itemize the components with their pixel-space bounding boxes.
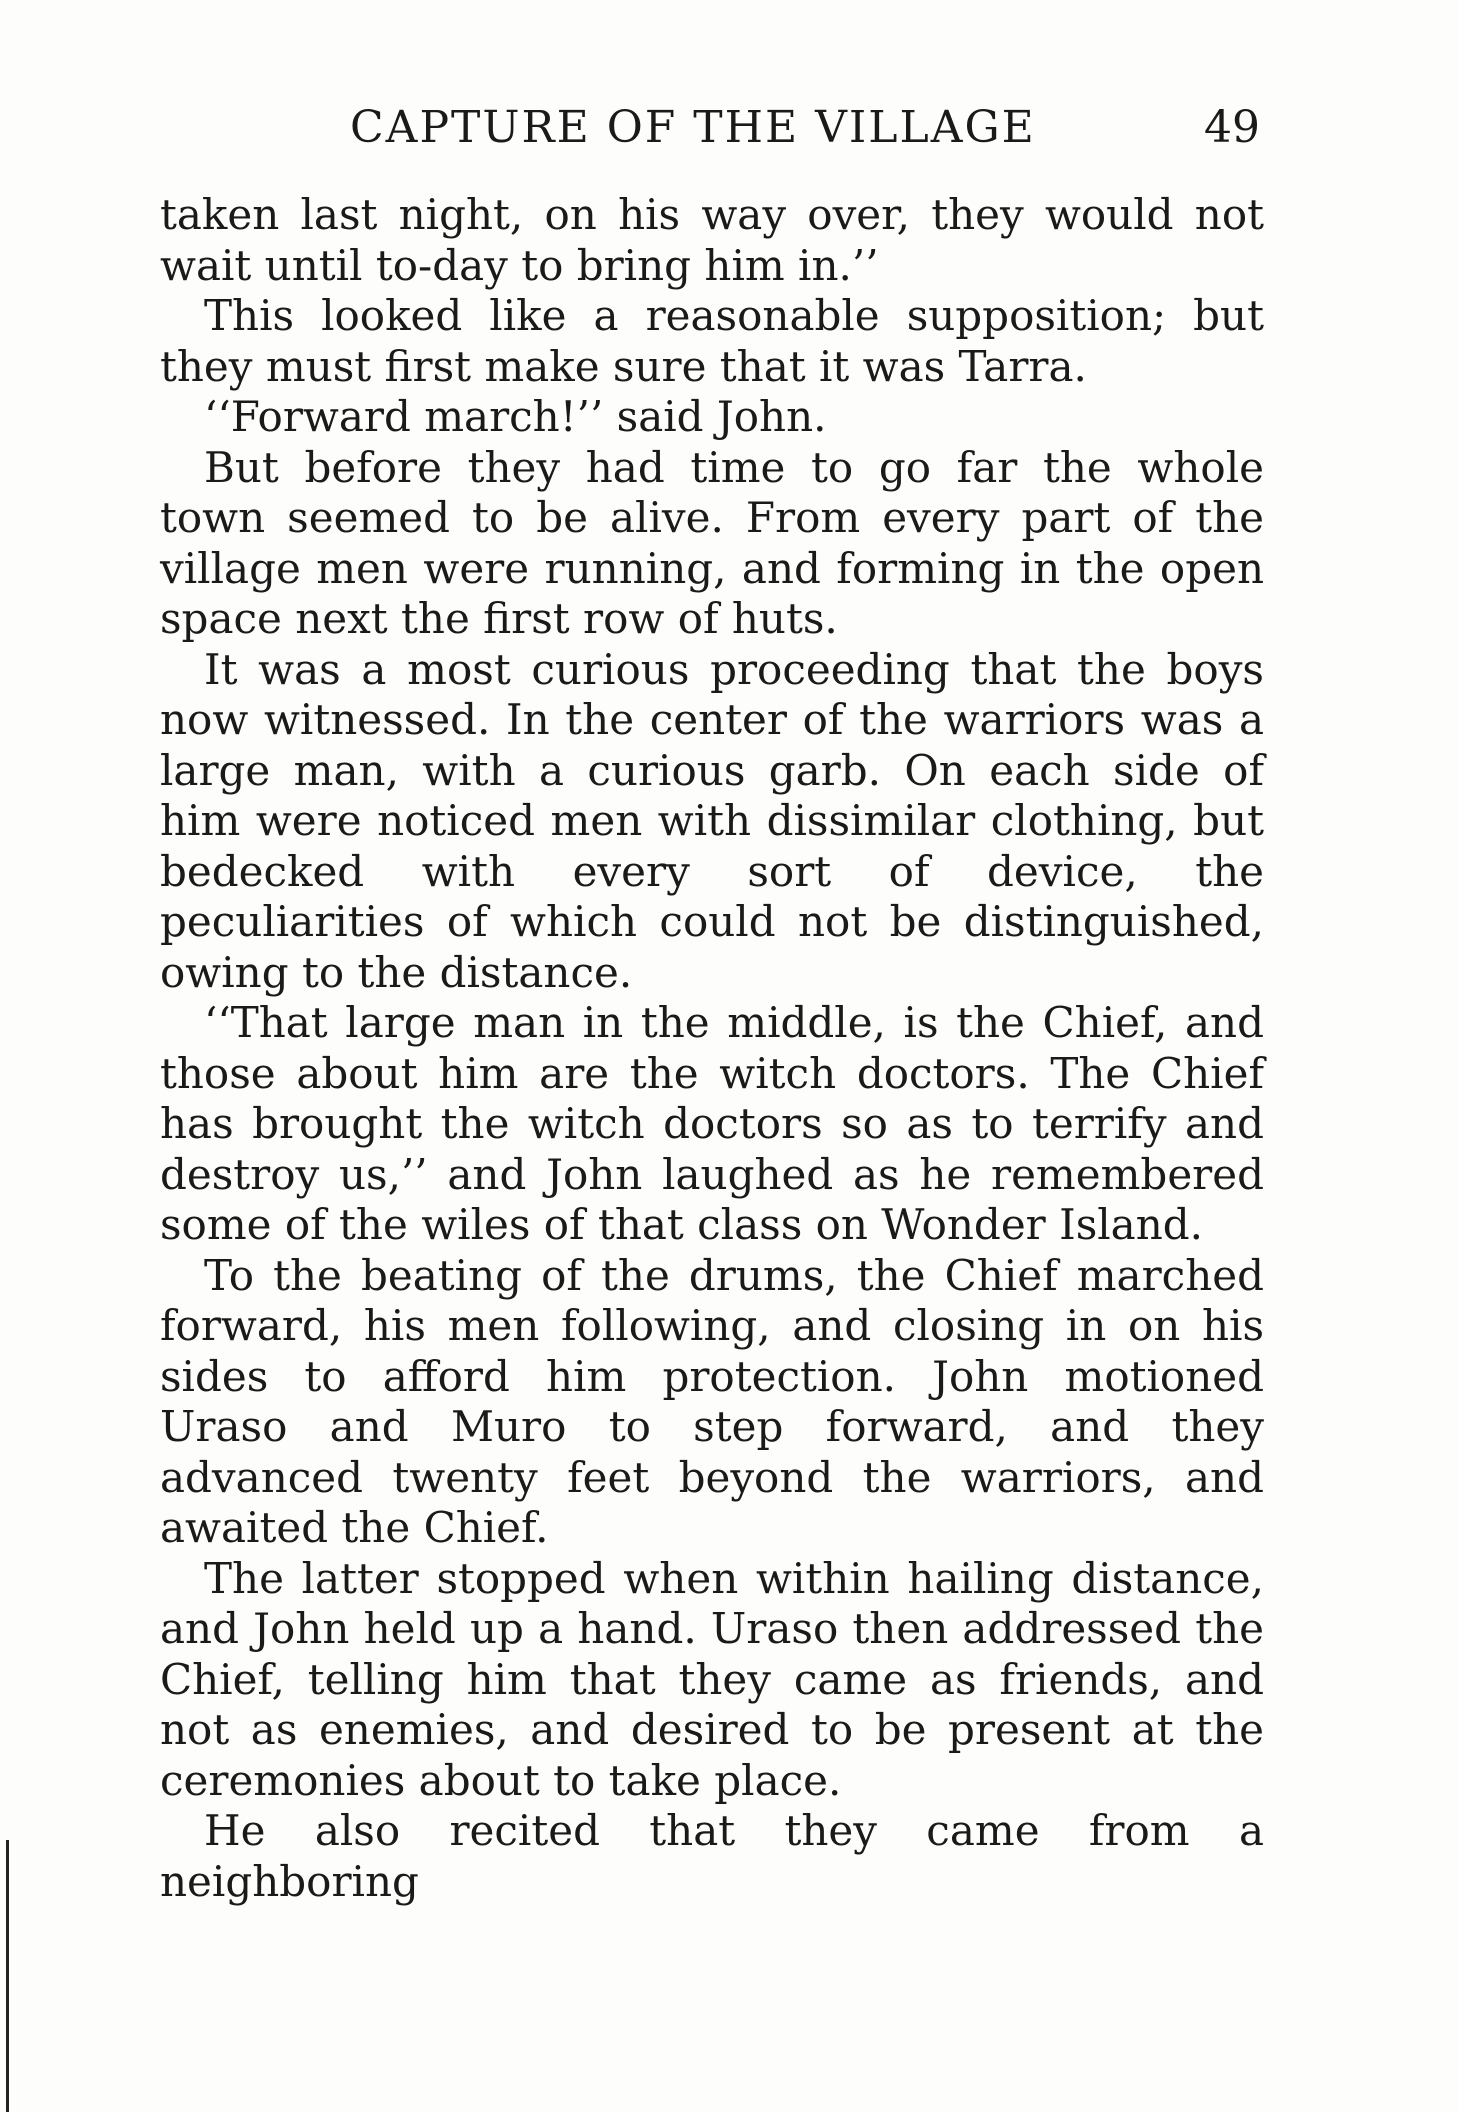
paragraph: To the beating of the drums, the Chief marched forward, his men following, and closing in on his sides to afford him protection. John motioned Uraso and Muro to step forward, and they advanced twenty feet beyond the warriors, and awaited the Chief. (160, 1250, 1264, 1552)
paragraph: This looked like a reasonable supposition; but they must first make sure that it was Tarra. (160, 291, 1264, 391)
scan-edge-line (6, 1840, 9, 2112)
paragraph-continuation: taken last night, on his way over, they would not wait until to-day to bring him in.’’ (160, 190, 1264, 290)
paragraph: The latter stopped when within hailing distance, and John held up a hand. Uraso then addressed the Chief, telling him that they came as friends, and not as enemies, and desired to be present at the ceremonies about to take place. (160, 1553, 1264, 1805)
paragraph: But before they had time to go far the whole town seemed to be alive. From every part of the village men were running, and forming in the open space next the first row of huts. (160, 442, 1264, 643)
paragraph: He also recited that they came from a neighboring (160, 1806, 1264, 1906)
paragraph: ‘‘Forward march!’’ said John. (204, 392, 827, 441)
paragraph: It was a most curious proceeding that the boys now witnessed. In the center of the warriors was a large man, with a curious garb. On each side of him were noticed men with dissimilar clothing, but bedecked with every sort of device, the peculiarities of which could not be distinguished, owing to the distance. (160, 644, 1264, 997)
body-text (160, 190, 1264, 1907)
paragraph: ‘‘That large man in the middle, is the Chief, and those about him are the witch doctors. The Chief has brought the witch doctors so as to terrify and destroy us,’’ and John laughed as he remembered some of the wiles of that class on Wonder Island. (160, 998, 1264, 1249)
running-title: CAPTURE OF THE VILLAGE (350, 102, 1036, 153)
running-head (160, 98, 1260, 158)
page-number: 49 (1204, 102, 1260, 153)
